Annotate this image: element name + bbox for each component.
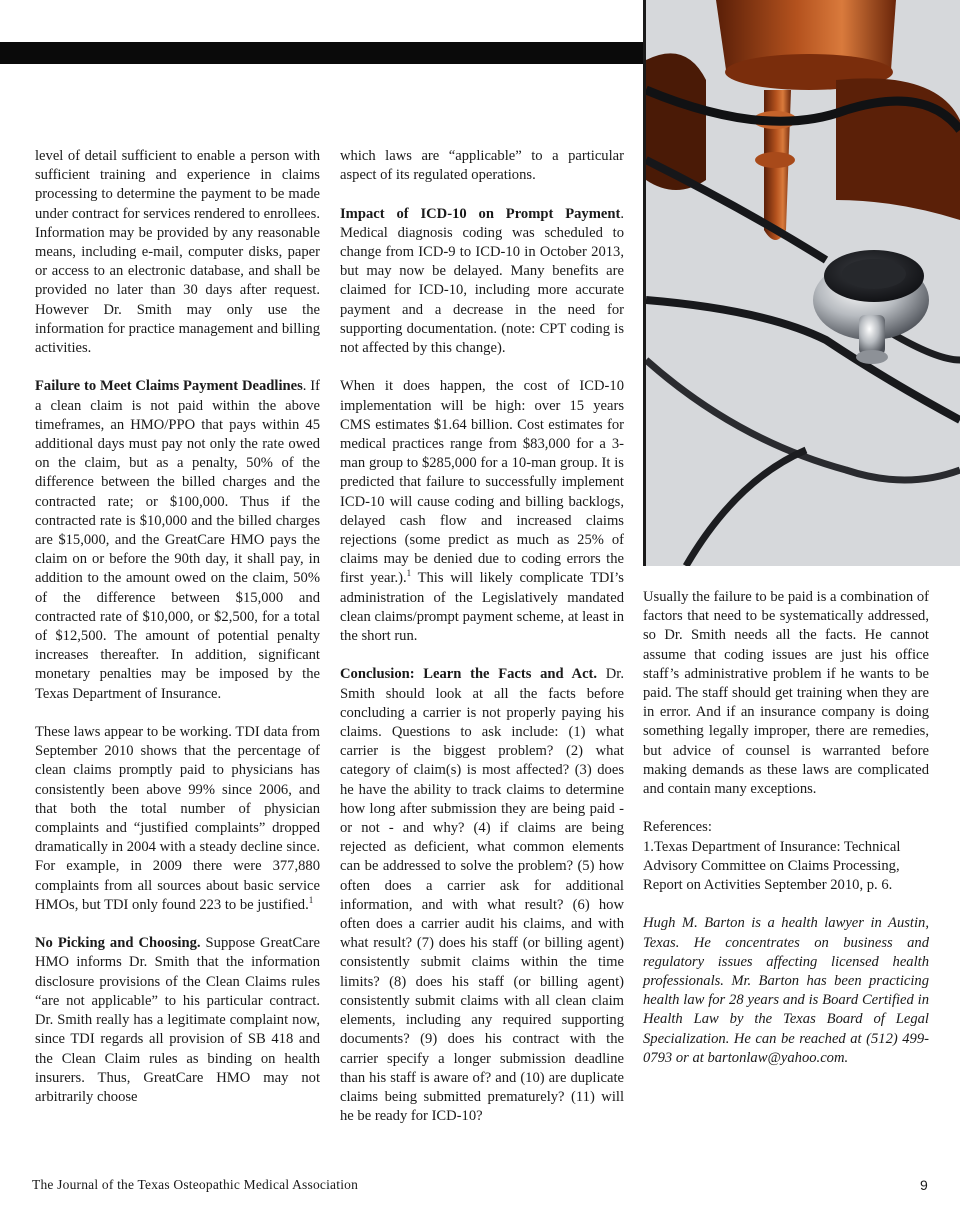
references: [643, 818, 929, 895]
paragraph-no-picking: No Picking and Choosing. Suppose GreatCare HMO informs Dr. Smith that the information disclosure provisions of the Clean Claims rules “are not applicable” to his particular contract. Dr. Smith really has a legitimate complaint now, since TDI regards all provision of SB 418 and the Clean Claim rules as binding on health insurers. Thus, GreatCare HMO may not arbitrarily choose: [35, 935, 321, 1105]
reference-item: 1.Texas Department of Insurance: Technical Advisory Committee on Claims Processing, Report on Activities September 2010, p. 6.: [643, 838, 901, 894]
references-heading: References:: [643, 819, 712, 836]
column-right: [643, 588, 929, 1068]
heading-conclusion: Conclusion: Learn the Facts and Act.: [340, 666, 598, 683]
page-number: 9: [920, 1177, 928, 1193]
paragraph-laws-working: These laws appear to be working. TDI data from September 2010 shows that the percentage of clean claims promptly paid to physicians has consistently been above 99% since 2006, and that both the total number of physician complaints and “justified complaints” dropped dramatically in 2004 with a steady decline since. For example, in 2009 there were 377,880 complaints from all sources about basic service HMOs, but TDI only found 223 to be justified.$^1$: [35, 724, 320, 913]
paragraph-combination-factors: Usually the failure to be paid is a combination of factors that need to be systematically addressed, so Dr. Smith needs all the facts. He cannot assume that coding issues are just his office staff’s administrative problem if he wants to be paid. The staff should get training when they are in error. And if an insurance company is doing something legally improper, there are remedies, but advice of counsel is warranted before making demands as these laws are complicated and contain many exceptions.: [643, 589, 929, 798]
header-black-bar: [0, 42, 643, 64]
paragraph-icd10-impact: Impact of ICD-10 on Prompt Payment. Medical diagnosis coding was scheduled to change from ICD-9 to ICD-10 in October 2013, but may now be delayed. Many benefits are claimed for ICD-10, including more accurate payment and a decrease in the need for supporting documentation. (note: CPT coding is not affected by this change).: [340, 205, 624, 357]
column-middle: [340, 147, 624, 1126]
footnote-marker: 1: [308, 895, 314, 906]
heading-failure-deadlines: Failure to Meet Claims Payment Deadlines: [35, 378, 303, 395]
author-bio: Hugh M. Barton is a health lawyer in Austin, Texas. He concentrates on business and regulatory issues affecting licensed health professionals. Mr. Barton has been practicing health law for 28 years and is Board Certified in Health Law by the Texas Board of Legal Specialization. He can be reached at (512) 499-0793 or at bartonlaw@yahoo.com.: [643, 915, 929, 1066]
paragraph-info-provision: level of detail sufficient to enable a person with sufficient training and experience in claims processing to determine the payment to be made under contract for services rendered to enrollees. Information may be provided by any reasonable means, including e-mail, computer disks, paper or access to an electronic database, and shall be provided no later than 30 days after request. However Dr. Smith may only use the information for practice management and billing activities.: [35, 148, 320, 357]
footer-journal-name: The Journal of the Texas Osteopathic Medical Association: [32, 1177, 359, 1192]
heading-icd10-impact: Impact of ICD-10 on Prompt Payment: [340, 205, 621, 222]
paragraph-applicable-laws: which laws are “applicable” to a particular aspect of its regulated operations.: [340, 148, 624, 184]
footnote-marker: 1: [406, 568, 412, 579]
column-left: [35, 147, 320, 1107]
paragraph-icd10-cost: When it does happen, the cost of ICD-10 implementation will be high: over 15 years CMS estimates $1.64 billion. Cost estimates for medical practices range from $83,000 for a 3-man group to $285,000 for a 10-man group. It is predicted that failure to successfully implement ICD-10 will cause coding and billing backlogs, delayed cash flow and increased claims rejections (some predict as much as 25% of claims may be denied due to coding errors the first year.).$^1$ This will likely complicate TDI’s administration of the Legislatively mandated clean claims/prompt payment scheme, at least in the short run.: [340, 378, 624, 645]
photo-illustration: [646, 0, 960, 566]
paragraph-conclusion: Conclusion: Learn the Facts and Act. Dr. Smith should look at all the facts before concluding a carrier is not properly paying his claims. Questions to ask include: (1) what carrier is the biggest problem? (2) what category of claim(s) is most affected? (3) does he have the ability to track claims to determine how long after submission they are being paid -or not - and why? (4) if claims are being rejected as deficient, what common elements can be addressed to solve the problem? (5) how often does a carrier ask for additional information, and with what result? (6) how often does a carrier audit his claims, and with what result? (7) does his staff (or billing agent) consistently submit claims within the time limits? (8) does his staff (or billing agent) consistently submit claims with all clean claim elements, including any required supporting documents? (9) does his contract with the carrier specify a longer submission deadline than his staff is aware of? and (10) are duplicate claims being submitted prematurely? (11) will he be ready for ICD-10?: [340, 666, 625, 1125]
paragraph-payment-deadlines: Failure to Meet Claims Payment Deadlines. If a clean claim is not paid within the above timeframes, an HMO/PPO that pays within 45 additional days must pay not only the rate owed on the claim, but as a penalty, 50% of the difference between the billed charges and the contracted rate; or $100,000. Thus if the contracted rate is $10,000 and the billed charges are $15,000, and the GreatCare HMO pays the claim on or before the 90th day, it shall pay, in addition to the amount owed on the claim, 50% of the difference between $15,000 and contracted rate of $10,000, or $2,500, for a total of $12,500. The amount of potential penalty increases thereafter. In addition, significant monetary penalties may be imposed by the Texas Department of Insurance.: [35, 378, 320, 702]
heading-no-picking: No Picking and Choosing.: [35, 935, 201, 952]
gavel-stethoscope-photo: [643, 0, 960, 566]
